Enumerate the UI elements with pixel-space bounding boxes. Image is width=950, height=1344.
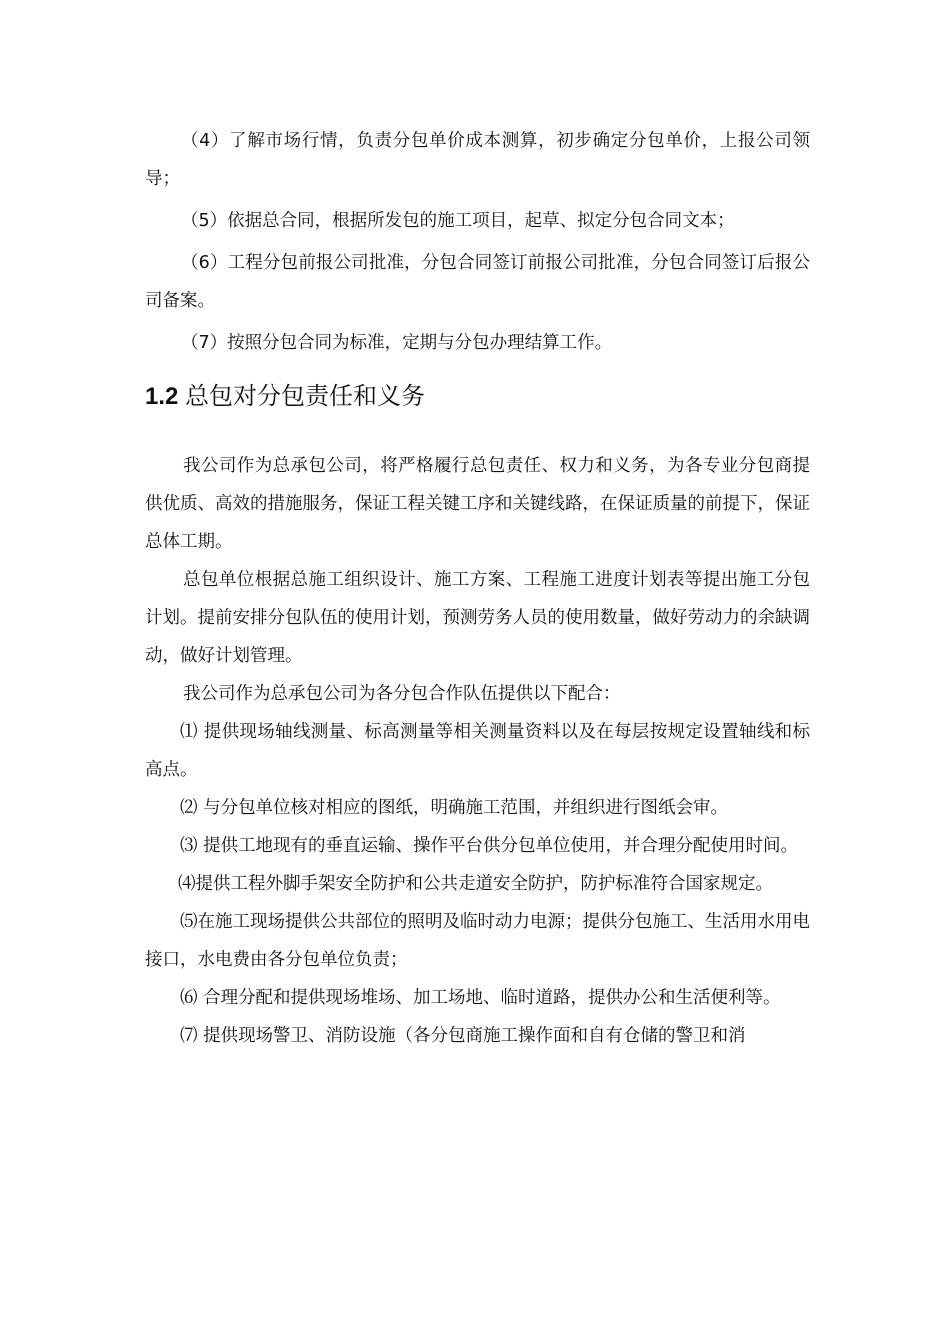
list-item-5: ⑸在施工现场提供公共部位的照明及临时动力电源；提供分包施工、生活用水用电接口，水电费由各分包单位负责； — [145, 912, 810, 970]
body-paragraph-2: 总包单位根据总施工组织设计、施工方案、工程施工进度计划表等提出施工分包计划。提前安排分包队伍的使用计划，预测劳务人员的使用数量，做好劳动力的余缺调动，做好计划管理。 — [145, 570, 810, 666]
body-paragraph-1: 我公司作为总承包公司，将严格履行总包责任、权力和义务，为各专业分包商提供优质、高效的措施服务，保证工程关键工序和关键线路，在保证质量的前提下，保证总体工期。 — [145, 456, 810, 552]
paragraph-6: （6）工程分包前报公司批准，分包合同签订前报公司批准，分包合同签订后报公司备案。 — [145, 253, 810, 311]
paragraph-5: （5）依据总合同，根据所发包的施工项目，起草、拟定分包合同文本； — [181, 211, 735, 231]
list-item-6: ⑹ 合理分配和提供现场堆场、加工场地、临时道路，提供办公和生活便利等。 — [180, 988, 781, 1008]
section-heading — [145, 376, 810, 417]
list-item-3: ⑶ 提供工地现有的垂直运输、操作平台供分包单位使用，并合理分配使用时间。 — [180, 836, 799, 856]
list-item-4: ⑷提供工程外脚手架安全防护和公共走道安全防护，防护标准符合国家规定。 — [178, 874, 773, 894]
section-number: 1.2 — [145, 383, 179, 410]
list-item-1: ⑴ 提供现场轴线测量、标高测量等相关测量资料以及在每层按规定设置轴线和标高点。 — [145, 722, 810, 780]
document-content — [145, 122, 810, 1055]
section-title: 总包对分包责任和义务 — [185, 382, 426, 410]
list-item-7: ⑺ 提供现场警卫、消防设施（各分包商施工操作面和自有仓储的警卫和消 — [180, 1026, 746, 1046]
body-paragraph-3: 我公司作为总承包公司为各分包合作队伍提供以下配合： — [183, 684, 621, 704]
paragraph-4: （4）了解市场行情，负责分包单价成本测算，初步确定分包单价，上报公司领导； — [145, 131, 810, 189]
paragraph-7: （7）按照分包合同为标准，定期与分包办理结算工作。 — [181, 333, 613, 353]
list-item-2: ⑵ 与分包单位核对相应的图纸，明确施工范围，并组织进行图纸会审。 — [180, 798, 729, 818]
